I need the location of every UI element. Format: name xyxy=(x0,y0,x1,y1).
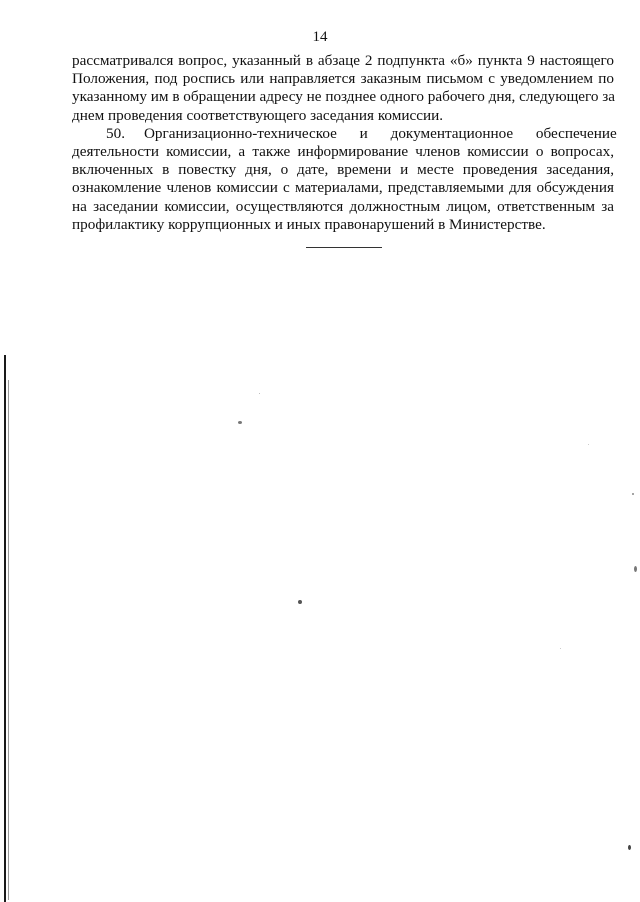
end-of-text-rule xyxy=(306,247,382,248)
scan-speck xyxy=(259,393,260,394)
text-line: Положения, под роспись или направляется заказным письмом с уведомлением по xyxy=(72,70,614,88)
paragraph-50-first-line: 50. Организационно-техническое и документационное обеспечение xyxy=(106,124,617,142)
text-line: профилактику коррупционных и иных правонарушений в Министерстве. xyxy=(72,215,546,233)
scan-speck xyxy=(238,421,242,424)
document-body xyxy=(72,52,617,234)
scan-speck xyxy=(560,648,561,649)
text-line: указанному им в обращении адресу не позднее одного рабочего дня, следующего за xyxy=(72,88,616,106)
text-line: днем проведения соответствующего заседания комиссии. xyxy=(72,106,444,124)
text-line: рассматривался вопрос, указанный в абзаце 2 подпункта «б» пункта 9 настоящего xyxy=(72,52,614,69)
text-line: деятельности комиссии, а также информирование членов комиссии о вопросах, xyxy=(72,143,614,161)
text-line: включенных в повестку дня, о дате, времени и месте проведения заседания, xyxy=(72,161,614,179)
scan-speck xyxy=(298,600,302,604)
scan-speck xyxy=(588,444,589,445)
text-line: ознакомление членов комиссии с материалами, представляемыми для обсуждения xyxy=(72,179,614,197)
text-line: на заседании комиссии, осуществляются должностным лицом, ответственным за xyxy=(72,197,614,215)
page-number: 14 xyxy=(312,29,328,45)
scan-speck xyxy=(632,493,634,495)
scan-edge-line xyxy=(4,355,6,902)
scan-edge-shadow xyxy=(8,380,9,900)
scan-speck xyxy=(628,845,631,850)
scan-speck xyxy=(634,566,637,572)
